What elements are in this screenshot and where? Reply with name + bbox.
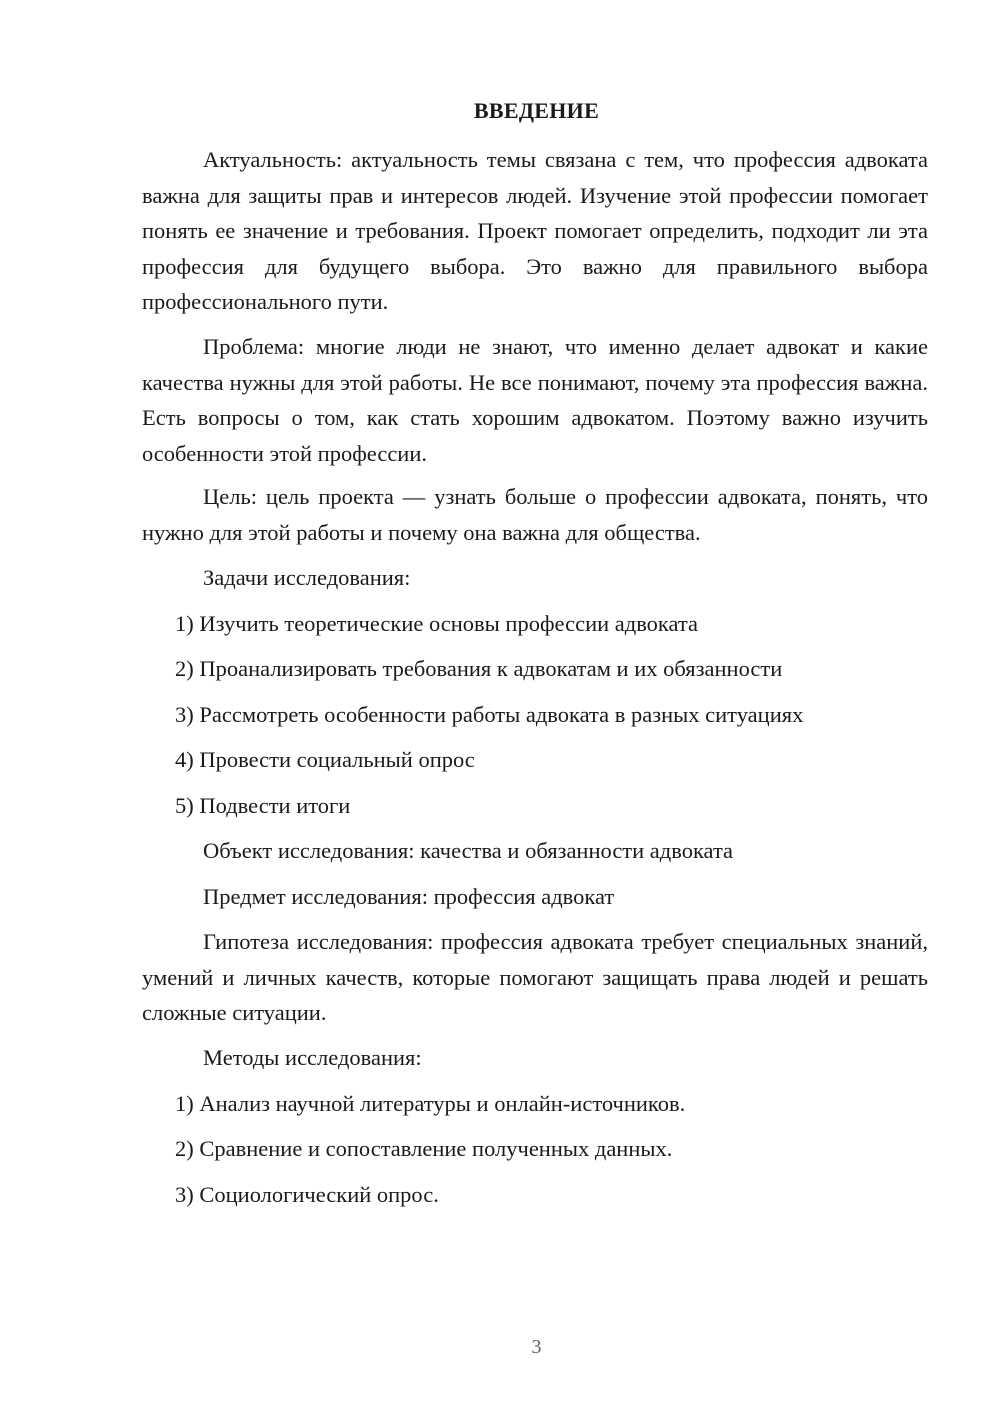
hypothesis-paragraph [142,924,928,1031]
goal-text: Цель: цель проекта — узнать больше о профессии адвоката, понять, что нужно для этой работы и почему она важна для общества. [142,484,928,545]
relevance-text: Актуальность: актуальность темы связана с тем, что профессия адвоката важна для защиты прав и интересов людей. Изучение этой профессии помогает понять ее значение и требования. Проект помогает определить, подходит ли эта профессия для будущего выбора. Это важно для правильного выбора профессионального пути. [142,147,928,315]
hypothesis-text: Гипотеза исследования: профессия адвоката требует специальных знаний, умений и личных качеств, которые помогают защищать права людей и решать сложные ситуации. [142,929,928,1026]
task-item-1: 1) Изучить теоретические основы профессии адвоката [175,611,699,636]
method-item [142,1177,928,1213]
tasks-heading-block [142,560,928,596]
task-item [142,788,928,824]
task-item [142,742,928,778]
page-number: 3 [531,1336,542,1358]
methods-heading: Методы исследования: [203,1045,422,1070]
task-item-2: 2) Проанализировать требования к адвокатам и их обязанности [175,656,783,681]
goal-paragraph [142,479,928,550]
task-item-4: 4) Провести социальный опрос [175,747,475,772]
problem-text: Проблема: многие люди не знают, что именно делает адвокат и какие качества нужны для этой работы. Не все понимают, почему эта профессия важна. Есть вопросы о том, как стать хорошим адвокатом. Поэтому важно изучить особенности этой профессии. [142,334,928,466]
method-item-1: 1) Анализ научной литературы и онлайн-источников. [175,1091,686,1116]
method-item [142,1086,928,1122]
task-item [142,606,928,642]
problem-paragraph [142,329,928,471]
methods-heading-block [142,1040,928,1076]
tasks-heading: Задачи исследования: [203,565,411,590]
object-block [142,833,928,869]
research-object: Объект исследования: качества и обязанности адвоката [203,838,734,863]
method-item [142,1131,928,1167]
subject-block [142,879,928,915]
method-item-3: 3) Социологический опрос. [175,1182,439,1207]
task-item [142,697,928,733]
task-item-5: 5) Подвести итоги [175,793,351,818]
research-subject: Предмет исследования: профессия адвокат [203,884,615,909]
task-item [142,651,928,687]
relevance-paragraph [142,142,928,320]
method-item-2: 2) Сравнение и сопоставление полученных данных. [175,1136,673,1161]
page-title: ВВЕДЕНИЕ [473,98,600,123]
task-item-3: 3) Рассмотреть особенности работы адвоката в разных ситуациях [175,702,804,727]
